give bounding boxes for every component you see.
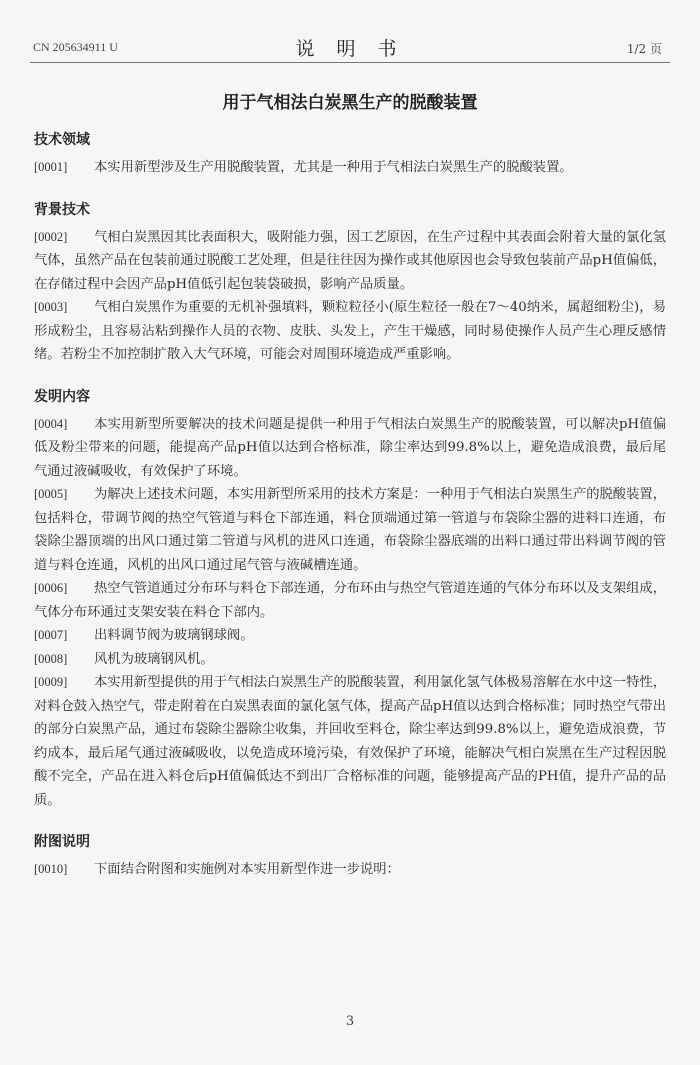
page-indicator: 1/2 页 — [626, 42, 662, 56]
paragraph-text: 热空气管道通过分布环与料仓下部连通，分布环由与热空气管道连通的气体分布环以及支架组成，气体分布环通过支架安装在料仓下部内。 — [34, 581, 666, 620]
paragraph-id: [0009] — [34, 675, 68, 689]
paragraph-text: 气相白炭黑因其比表面积大，吸附能力强，因工艺原因，在生产过程中其表面会附着大量的氯化氢气体，虽然产品在包装前通过脱酸工艺处理，但是往往因为操作或其他原因也会导致包装前产品pH值偏低，在存储过程中会因产品pH值低引起包装袋破损，影响产品质量。 — [34, 229, 666, 292]
paragraph-0007 — [34, 624, 666, 648]
paragraph-text: 下面结合附图和实施例对本实用新型作进一步说明： — [94, 862, 400, 877]
paragraph-id: [0010] — [34, 862, 68, 876]
paragraph-id: [0002] — [34, 229, 68, 244]
patent-number: CN 205634911 U — [33, 40, 118, 54]
paragraph-text: 风机为玻璃钢风机。 — [94, 651, 214, 667]
paragraph-text: 出料调节阀为玻璃钢球阀。 — [94, 628, 254, 643]
paragraph-0010 — [34, 858, 666, 882]
section-heading: 技术领域 — [34, 132, 90, 148]
paragraph-text: 本实用新型所要解决的技术问题是提供一种用于气相法白炭黑生产的脱酸装置，可以解决pH值偏低及粉尘带来的问题，能提高产品pH值以达到合格标准，除尘率达到99.8%以上，避免造成浪费，最后尾气通过液碱吸收，有效保护了环境。 — [34, 416, 666, 479]
paragraph-id: [0005] — [34, 487, 68, 501]
section-heading: 附图说明 — [34, 834, 90, 850]
section-heading: 发明内容 — [34, 388, 90, 405]
paragraph-text: 为解决上述技术问题，本实用新型所采用的技术方案是：一种用于气相法白炭黑生产的脱酸装置，包括料仓，带调节阀的热空气管道与料仓下部连通，料仓顶端通过第一管道与布袋除尘器的进料口连通，布袋除尘器顶端的出风口通过第二管道与风机的进风口连通，布袋除尘器底端的出料口通过带出料调节阀的管道与料仓连通，风机的出风口通过尾气管与液碱槽连通。 — [34, 487, 666, 573]
paragraph-id: [0006] — [34, 581, 68, 595]
paragraph-text: 本实用新型提供的用于气相法白炭黑生产的脱酸装置，利用氯化氢气体极易溶解在水中这一特性，对料仓鼓入热空气，带走附着在白炭黑表面的氯化氢气体，提高产品pH值以达到合格标准；同时热空气带出的部分白炭黑产品，通过布袋除尘器除尘收集，并回收至料仓，除尘率达到99.8%以上，避免造成浪费，节约成本，最后尾气通过液碱吸收，以免造成环境污染，有效保护了环境，能解决气相白炭黑在生产过程因脱酸不完全，产品在进入料仓后pH值偏低达不到出厂合格标准的问题，能够提高产品的PH值，提升产品的品质。 — [34, 675, 666, 808]
paragraph-id: [0004] — [34, 416, 68, 431]
paragraph-id: [0001] — [34, 160, 68, 174]
paragraph-0002 — [34, 226, 666, 297]
paragraph-0003 — [34, 296, 666, 367]
paragraph-0008 — [34, 648, 666, 672]
paragraph-0001 — [34, 156, 666, 180]
document-body — [34, 130, 666, 882]
paragraph-0009 — [34, 671, 666, 812]
paragraph-id: [0007] — [34, 628, 68, 642]
paragraph-id: [0003] — [34, 300, 68, 314]
page-number: 3 — [345, 1014, 355, 1029]
paragraph-0006 — [34, 577, 666, 624]
paragraph-id: [0008] — [34, 651, 68, 666]
paragraph-0004 — [34, 413, 666, 484]
header-rule — [30, 62, 670, 63]
paragraph-0005 — [34, 483, 666, 577]
paragraph-text: 气相白炭黑作为重要的无机补强填料，颗粒粒径小(原生粒径一般在7～40纳米，属超细粉尘)，易形成粉尘，且容易沾粘到操作人员的衣物、皮肤、头发上，产生干燥感，同时易使操作人员产生心理反感情绪。若粉尘不加控制扩散入大气环境，可能会对周围环境造成严重影响。 — [34, 300, 666, 362]
paragraph-text: 本实用新型涉及生产用脱酸装置，尤其是一种用于气相法白炭黑生产的脱酸装置。 — [94, 160, 573, 175]
document-title: 用于气相法白炭黑生产的脱酸装置 — [222, 93, 478, 113]
section-heading: 背景技术 — [34, 201, 90, 218]
document-type: 说 明 书 — [295, 38, 405, 60]
